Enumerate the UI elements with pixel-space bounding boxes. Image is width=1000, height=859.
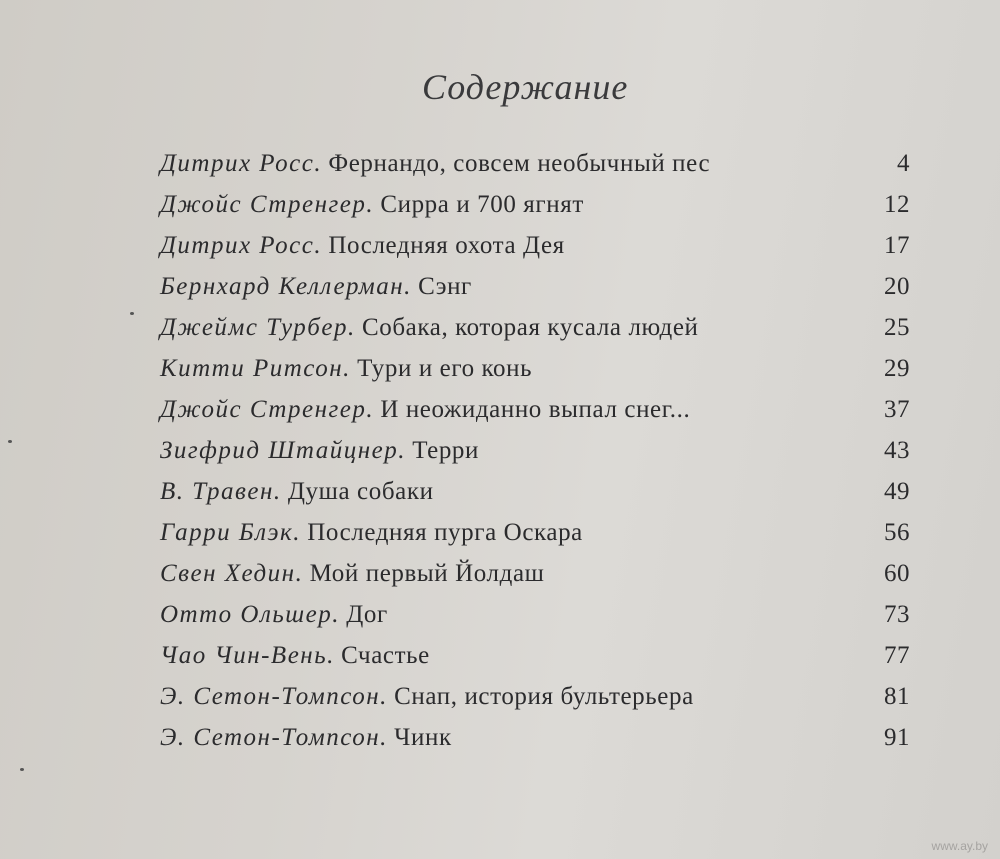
entry-page-number: 60 bbox=[884, 560, 910, 587]
toc-entry bbox=[160, 430, 930, 471]
entry-author: Дитрих Росс. bbox=[160, 232, 323, 259]
entry-author: Бернхард Келлерман. bbox=[160, 273, 412, 300]
entry-page-number: 49 bbox=[884, 478, 910, 505]
entry-title: Душа собаки bbox=[287, 478, 434, 505]
entry-author: Джеймс Турбер. bbox=[160, 314, 356, 341]
entry-title: И неожиданно выпал снег... bbox=[380, 396, 691, 423]
entry-author: Гарри Блэк. bbox=[160, 519, 301, 546]
entry-page-number: 56 bbox=[884, 519, 910, 546]
toc-entry bbox=[160, 594, 930, 635]
paper-speck bbox=[20, 768, 24, 771]
entry-title: Чинк bbox=[394, 724, 452, 751]
entry-author: Зигфрид Штайцнер. bbox=[160, 437, 406, 464]
entry-page-number: 17 bbox=[884, 232, 910, 259]
entry-author: Э. Сетон-Томпсон. bbox=[160, 683, 388, 710]
entry-page-number: 37 bbox=[884, 396, 910, 423]
toc-entry bbox=[160, 184, 930, 225]
entry-title: Терри bbox=[412, 437, 480, 464]
entry-page-number: 12 bbox=[884, 191, 910, 218]
toc-entry bbox=[160, 512, 930, 553]
entry-author: Дитрих Росс. bbox=[160, 150, 323, 177]
entry-author: Свен Хедин. bbox=[160, 560, 304, 587]
toc-entry bbox=[160, 307, 930, 348]
entry-title: Тури и его конь bbox=[357, 355, 533, 382]
entry-page-number: 20 bbox=[884, 273, 910, 300]
toc-entry bbox=[160, 389, 930, 430]
entry-page-number: 4 bbox=[897, 150, 910, 177]
entry-page-number: 81 bbox=[884, 683, 910, 710]
entry-title: Собака, которая кусала людей bbox=[361, 314, 699, 341]
entry-author: В. Травен. bbox=[160, 478, 282, 505]
entry-author: Джойс Стренгер. bbox=[160, 396, 375, 423]
entry-page-number: 25 bbox=[884, 314, 910, 341]
toc-entry bbox=[160, 717, 930, 758]
entry-title: Фернандо, совсем необычный пес bbox=[328, 150, 711, 177]
entry-title: Счастье bbox=[341, 642, 430, 669]
toc-entry bbox=[160, 635, 930, 676]
entry-author: Джойс Стренгер. bbox=[160, 191, 375, 218]
paper-speck bbox=[8, 440, 12, 443]
toc-entry bbox=[160, 266, 930, 307]
entry-page-number: 43 bbox=[884, 437, 910, 464]
entry-title: Сирра и 700 ягнят bbox=[380, 191, 584, 218]
toc-entry bbox=[160, 225, 930, 266]
entry-author: Отто Ольшер. bbox=[160, 601, 340, 628]
entry-author: Э. Сетон-Томпсон. bbox=[160, 724, 388, 751]
toc-entry bbox=[160, 143, 930, 184]
table-of-contents bbox=[160, 143, 930, 758]
watermark: www.ay.by bbox=[931, 839, 988, 853]
entry-author: Чао Чин-Вень. bbox=[160, 642, 335, 669]
toc-entry bbox=[160, 676, 930, 717]
entry-title: Мой первый Йолдаш bbox=[309, 560, 545, 587]
toc-entry bbox=[160, 348, 930, 389]
entry-title: Дог bbox=[346, 601, 388, 628]
entry-title: Сэнг bbox=[418, 273, 472, 300]
toc-entry bbox=[160, 471, 930, 512]
entry-title: Последняя охота Дея bbox=[328, 232, 565, 259]
paper-speck bbox=[130, 312, 134, 315]
page-title: Содержание bbox=[422, 67, 629, 107]
entry-page-number: 29 bbox=[884, 355, 910, 382]
entry-title: Последняя пурга Оскара bbox=[307, 519, 583, 546]
toc-entry bbox=[160, 553, 930, 594]
entry-page-number: 77 bbox=[884, 642, 910, 669]
entry-title: Снап, история бультерьера bbox=[394, 683, 694, 710]
entry-author: Китти Ритсон. bbox=[160, 355, 351, 382]
entry-page-number: 73 bbox=[884, 601, 910, 628]
entry-page-number: 91 bbox=[884, 724, 910, 751]
